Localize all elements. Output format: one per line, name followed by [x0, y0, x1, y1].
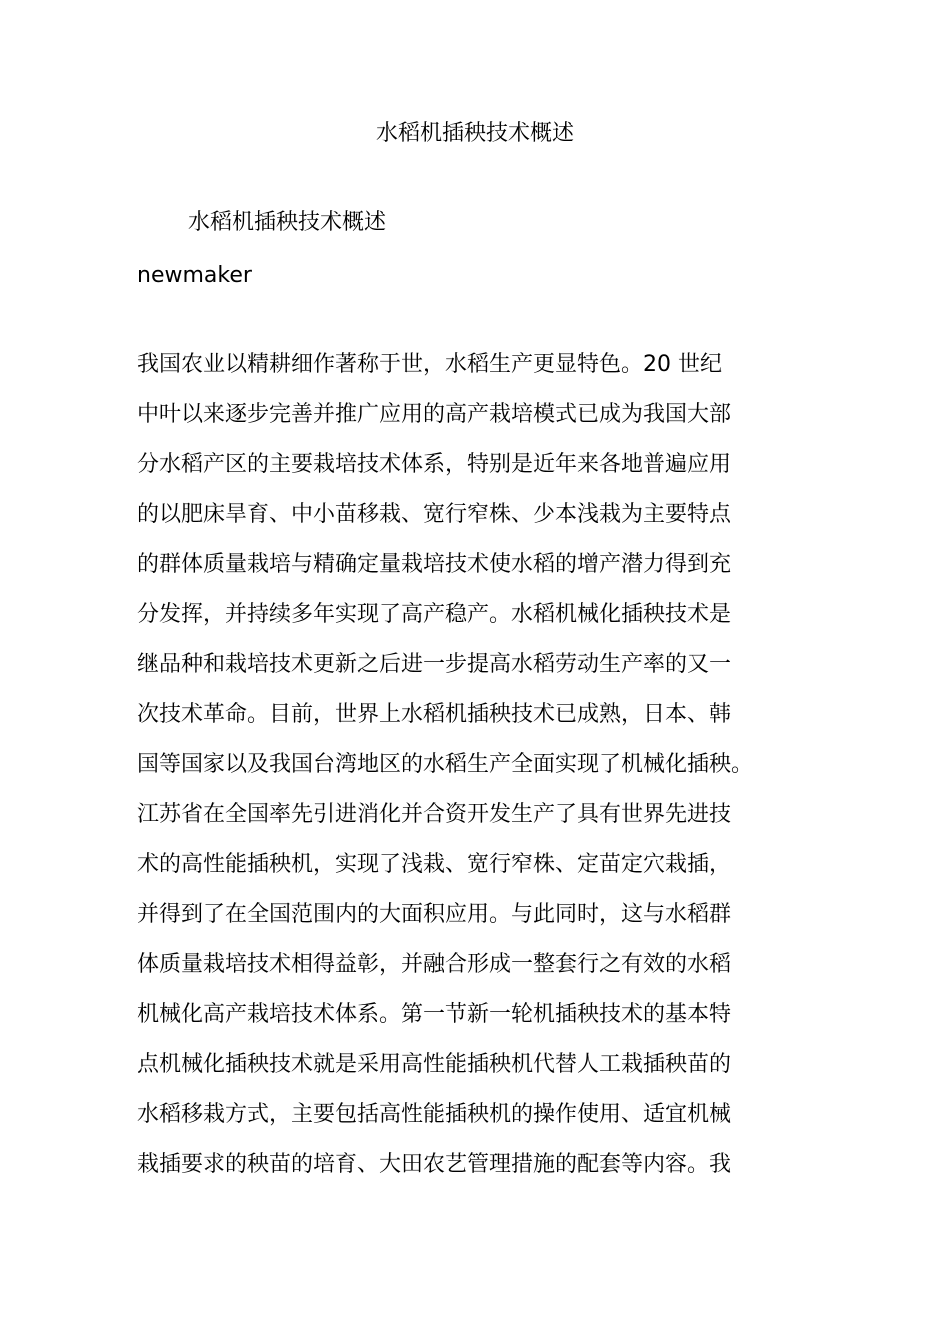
body-line: 机械化高产栽培技术体系。第一节新一轮机插秧技术的基本特 [137, 1002, 732, 1027]
body-line: 继品种和栽培技术更新之后进一步提高水稻劳动生产率的又一 [137, 652, 732, 677]
body-line: 栽插要求的秧苗的培育、大田农艺管理措施的配套等内容。我 [137, 1152, 732, 1177]
body-line: 次技术革命。目前，世界上水稻机插秧技术已成熟，日本、韩 [137, 702, 732, 727]
body-line: 中叶以来逐步完善并推广应用的高产栽培模式已成为我国大部 [137, 402, 732, 427]
body-line: 我国农业以精耕细作著称于世，水稻生产更显特色。20 世纪 [137, 352, 722, 377]
body-line: 术的高性能插秧机，实现了浅栽、宽行窄株、定苗定穴栽插， [137, 852, 732, 877]
document-subtitle: 水稻机插秧技术概述 [188, 210, 387, 235]
body-line: 分发挥，并持续多年实现了高产稳产。水稻机械化插秧技术是 [137, 602, 732, 627]
body-line: 体质量栽培技术相得益彰，并融合形成一整套行之有效的水稻 [137, 952, 732, 977]
author-line: newmaker [137, 263, 252, 288]
document-title: 水稻机插秧技术概述 [375, 121, 574, 146]
body-line: 并得到了在全国范围内的大面积应用。与此同时，这与水稻群 [137, 902, 732, 927]
body-line: 的以肥床旱育、中小苗移栽、宽行窄株、少本浅栽为主要特点 [137, 502, 732, 527]
body-line: 点机械化插秧技术就是采用高性能插秧机代替人工栽插秧苗的 [137, 1052, 732, 1077]
body-line: 国等国家以及我国台湾地区的水稻生产全面实现了机械化插秧。 [137, 752, 754, 777]
body-line: 的群体质量栽培与精确定量栽培技术使水稻的增产潜力得到充 [137, 552, 732, 577]
body-text [137, 350, 827, 1200]
body-line: 水稻移栽方式，主要包括高性能插秧机的操作使用、适宜机械 [137, 1102, 732, 1127]
body-line: 分水稻产区的主要栽培技术体系，特别是近年来各地普遍应用 [137, 452, 732, 477]
body-line: 江苏省在全国率先引进消化并合资开发生产了具有世界先进技 [137, 802, 732, 827]
